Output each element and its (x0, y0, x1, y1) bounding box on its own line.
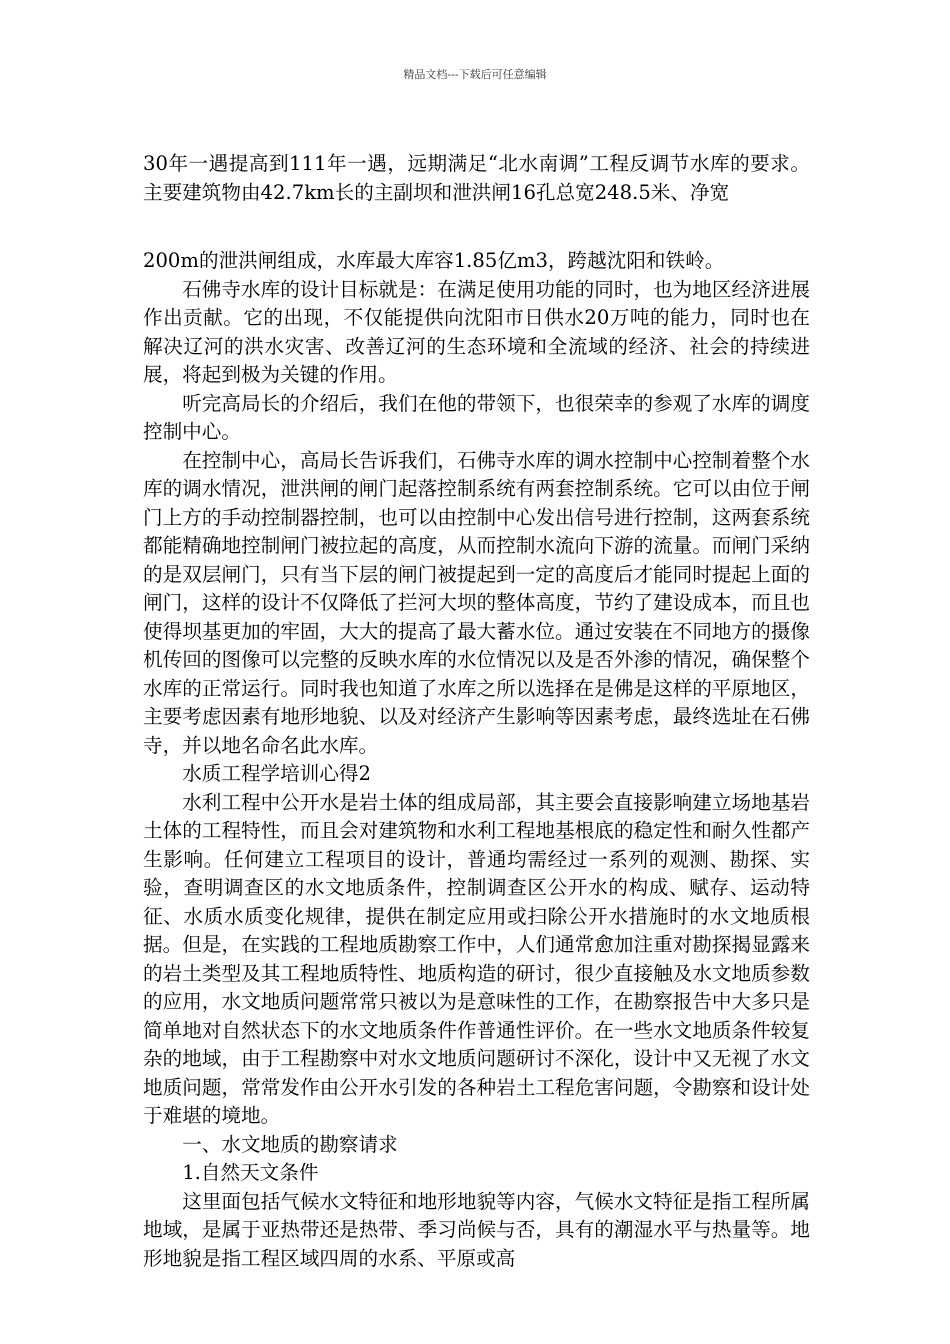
paragraph: 水利工程中公开水是岩土体的组成局部，其主要会直接影响建立场地基岩土体的工程特性，而且会对建筑物和水利工程地基根底的稳定性和耐久性都产生影响。任何建立工程项目的设计，普通均需经过一系列的观测、勘探、实验，查明调查区的水文地质条件，控制调查区公开水的构成、赋存、运动特征、水质水质变化规律，提供在制定应用或扫除公开水措施时的水文地质根据。但是，在实践的工程地质勘察工作中，人们通常愈加注重对勘探揭显露来的岩土类型及其工程地质特性、地质构造的研讨，很少直接触及水文地质参数的应用，水文地质问题常常只被以为是意味性的工作，在勘察报告中大多只是简单地对自然状态下的水文地质条件作普通性评价。在一些水文地质条件较复杂的地域，由于工程勘察中对水文地质问题研讨不深化，设计中又无视了水文地质问题，常常发作由公开水引发的各种岩土工程危害问题，令勘察和设计处于难堪的境地。 (143, 790, 810, 1127)
paragraph: 石佛寺水库的设计目标就是：在满足使用功能的同时，也为地区经济进展作出贡献。它的出现，不仅能提供向沈阳市日供水20万吨的能力，同时也在解决辽河的洪水灾害、改善辽河的生态环境和全流域的经济、社会的持续进展，将起到极为关键的作用。 (143, 277, 810, 386)
paragraph: 听完高局长的介绍后，我们在他的带领下，也很荣幸的参观了水库的调度控制中心。 (143, 391, 810, 443)
body-text-top (143, 150, 810, 207)
subsection-heading: 1.自然天文条件 (182, 1161, 319, 1184)
page-header: 精品文档---下载后可任意编辑 (403, 68, 547, 81)
paragraph: 在控制中心，高局长告诉我们，石佛寺水库的调水控制中心控制着整个水库的调水情况，泄洪闸的闸门起落控制系统有两套控制系统。它可以由位于闸门上方的手动控制器控制，也可以由控制中心发出信号进行控制，这两套系统都能精确地控制闸门被拉起的高度，从而控制水流向下游的流量。而闸门采纳的是双层闸门，只有当下层的闸门被提起到一定的高度后才能同时提起上面的闸门，这样的设计不仅降低了拦河大坝的整体高度，节约了建设成本，而且也使得坝基更加的牢固，大大的提高了最大蓄水位。通过安装在不同地方的摄像机传回的图像可以完整的反映水库的水位情况以及是否外渗的情况，确保整个水库的正常运行。同时我也知道了水库之所以选择在是佛是这样的平原地区，主要考虑因素有地形地貌、以及对经济产生影响等因素考虑，最终选址在石佛寺，并以地名命名此水库。 (143, 448, 810, 757)
body-text-main (143, 247, 810, 1273)
paragraph: 200m的泄洪闸组成，水库最大库容1.85亿m3，跨越沈阳和铁岭。 (143, 249, 725, 272)
paragraph: 这里面包括气候水文特征和地形地貌等内容，气候水文特征是指工程所属地域，是属于亚热带还是热带、季习尚候与否，具有的潮湿水平与热量等。地形地貌是指工程区域四周的水系、平原或高 (143, 1189, 810, 1270)
section-heading: 一、水文地质的勘察请求 (182, 1132, 398, 1156)
paragraph: 30年一遇提高到111年一遇，远期满足“北水南调”工程反调节水库的要求。主要建筑物由42.7km长的主副坝和泄洪闸16孔总宽248.5米、净宽 (143, 152, 810, 204)
section-title: 水质工程学培训心得2 (182, 762, 371, 785)
